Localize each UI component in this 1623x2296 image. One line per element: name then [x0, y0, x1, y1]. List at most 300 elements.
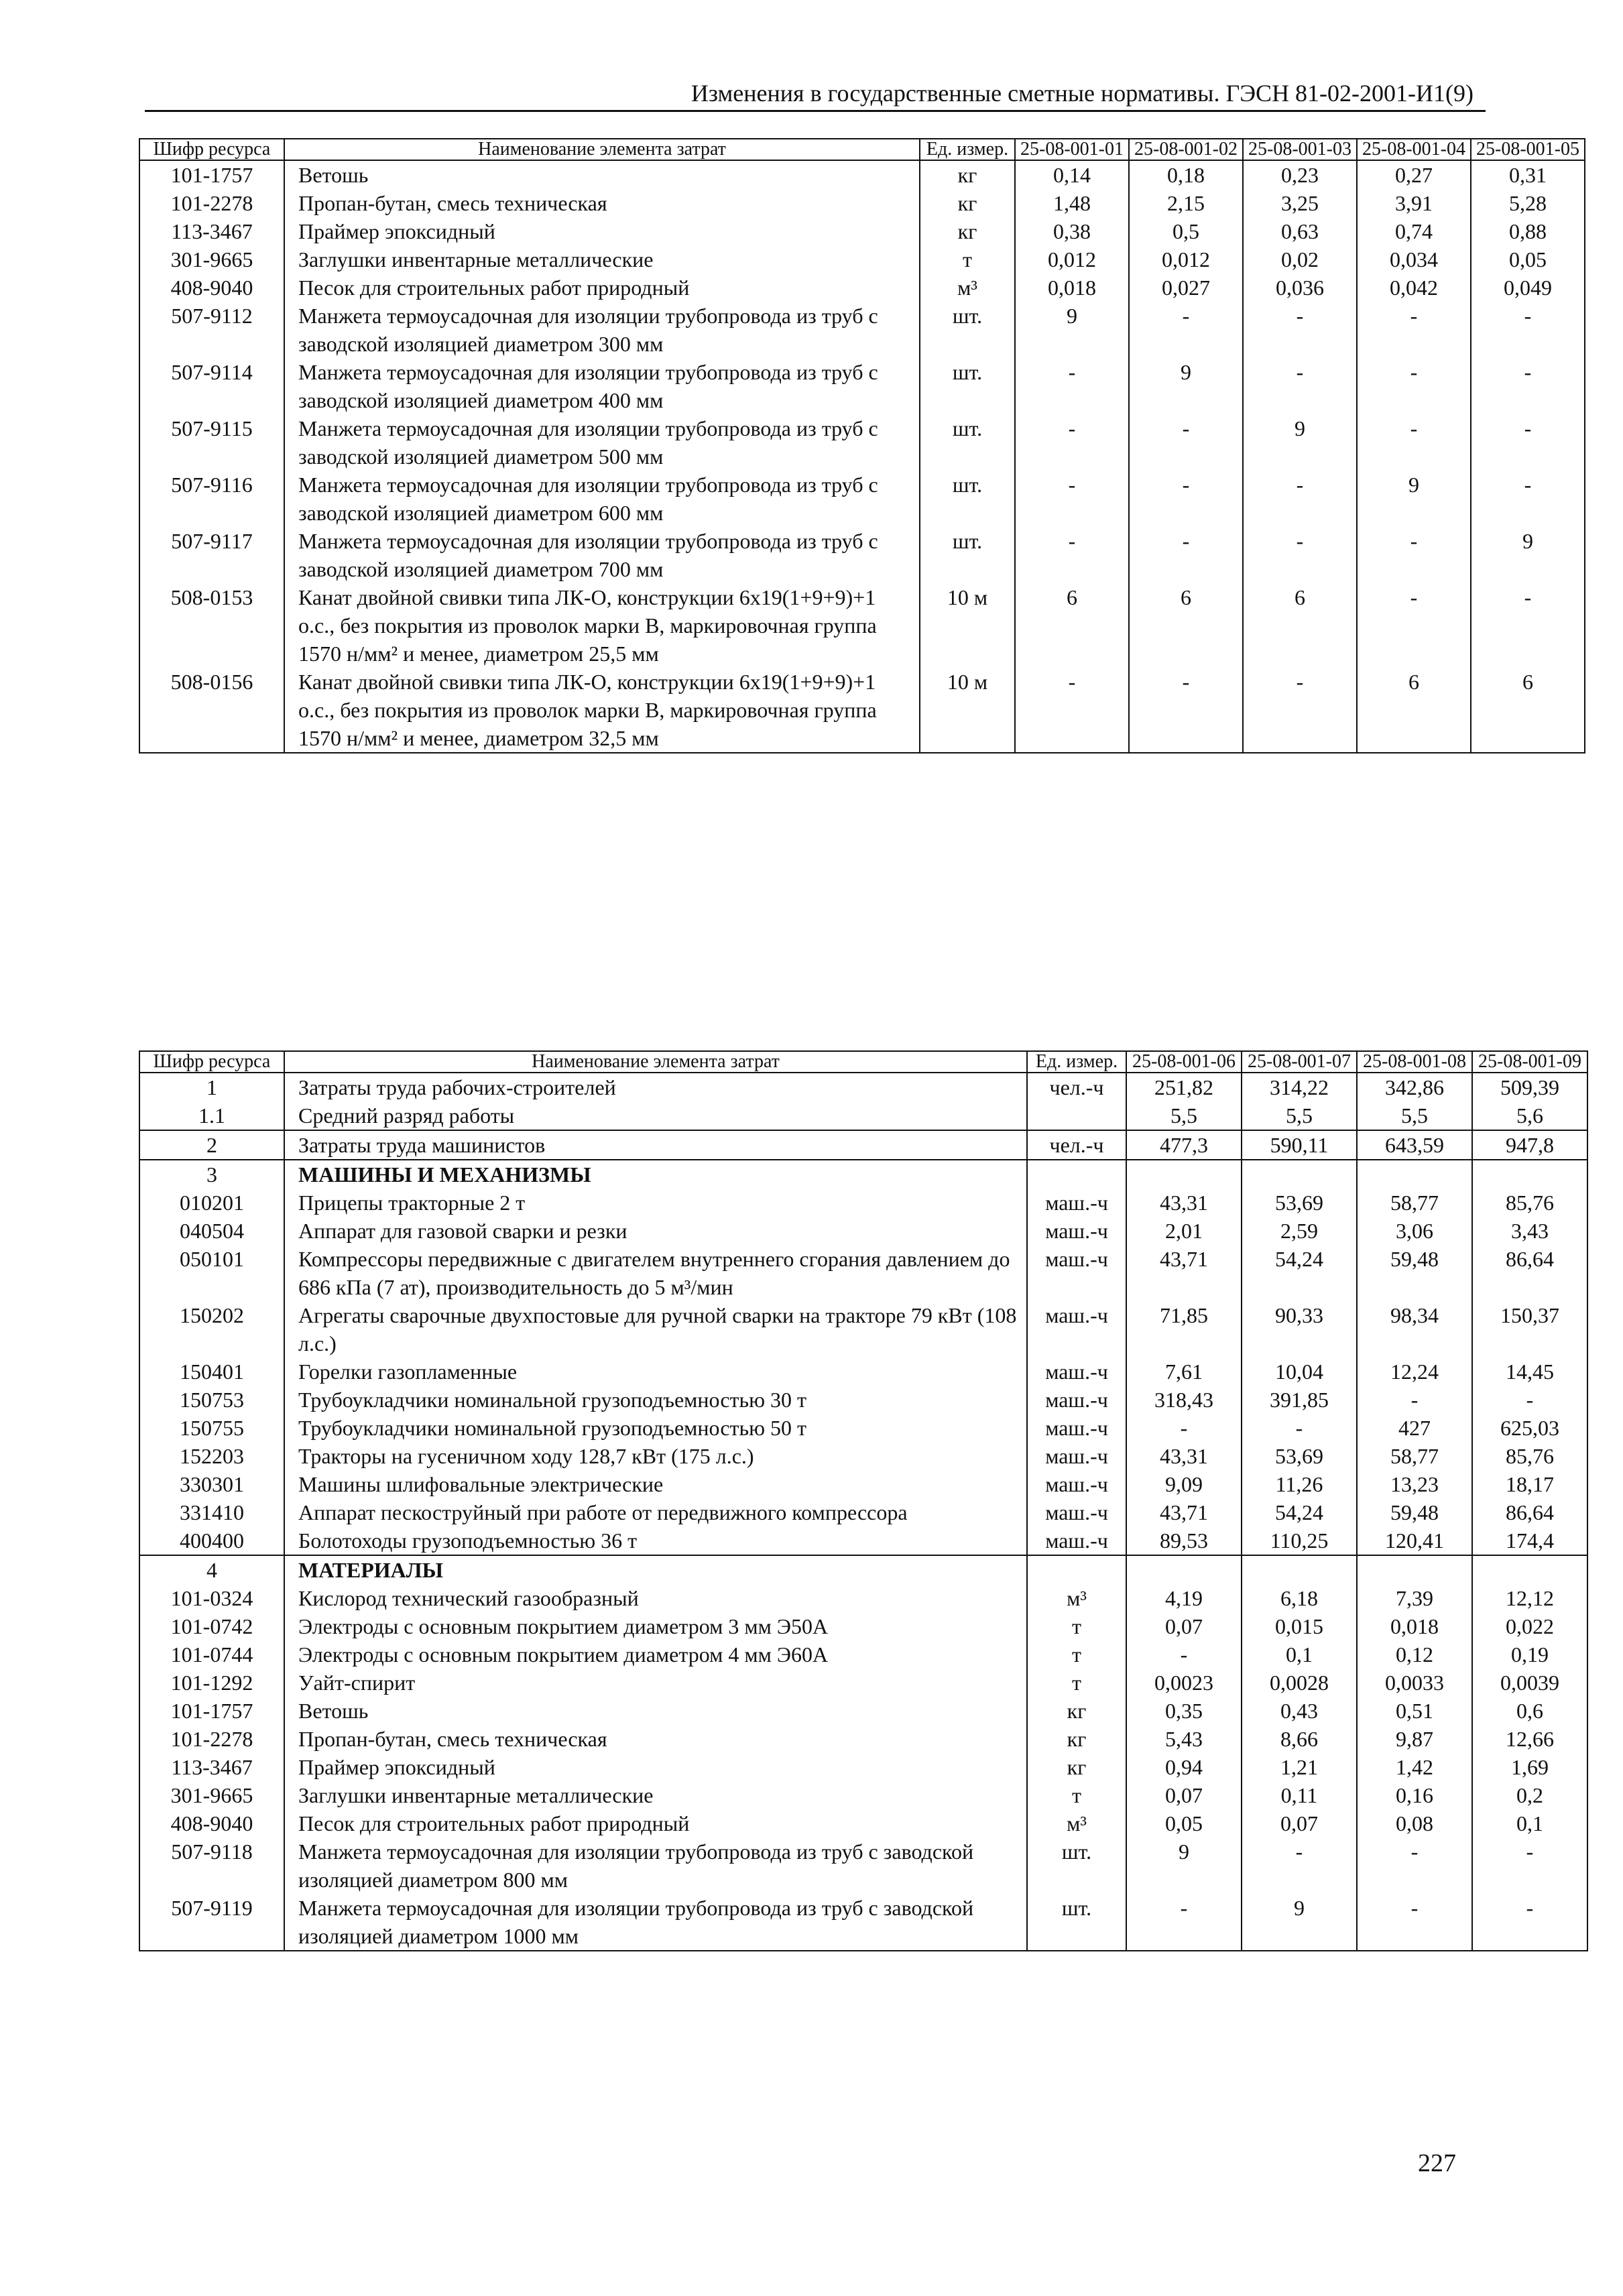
value-cell: 0,0028 — [1242, 1669, 1357, 1697]
resource-name-cell: Ветошь — [284, 1697, 1027, 1725]
table-header-row — [139, 139, 1585, 160]
value-cell: 1,21 — [1242, 1753, 1357, 1781]
resource-code-cell: 101-0744 — [139, 1640, 284, 1669]
unit-cell: шт. — [920, 302, 1015, 358]
value-cell: 54,24 — [1242, 1245, 1357, 1301]
value-cell: 0,19 — [1472, 1640, 1587, 1669]
value-cell: - — [1015, 414, 1129, 471]
header-cell: Наименование элемента затрат — [284, 139, 920, 160]
resource-name-cell: Заглушки инвентарные металлические — [284, 1781, 1027, 1809]
header-cell: 25-08-001-06 — [1126, 1051, 1242, 1073]
table-row — [139, 1640, 1587, 1669]
table-row — [139, 1809, 1587, 1837]
resource-code-cell: 4 — [139, 1555, 284, 1584]
value-cell: - — [1129, 527, 1243, 583]
value-cell: 0,5 — [1129, 217, 1243, 245]
header-cell: 25-08-001-03 — [1243, 139, 1357, 160]
value-cell: 0,94 — [1126, 1753, 1242, 1781]
value-cell: 58,77 — [1357, 1189, 1472, 1217]
resource-name-cell: Болотоходы грузоподъемностью 36 т — [284, 1526, 1027, 1555]
value-cell: - — [1015, 668, 1129, 753]
page-header — [145, 75, 1486, 112]
unit-cell: шт. — [920, 527, 1015, 583]
table-row — [139, 302, 1585, 358]
value-cell: 4,19 — [1126, 1584, 1242, 1612]
value-cell: 0,31 — [1471, 160, 1585, 189]
value-cell: 89,53 — [1126, 1526, 1242, 1555]
resource-name-cell: Манжета термоусадочная для изоляции трубопровода из труб с заводской изоляцией диаметром 800 мм — [284, 1837, 1027, 1894]
unit-cell: чел.-ч — [1027, 1130, 1126, 1160]
header-cell: 25-08-001-05 — [1471, 139, 1585, 160]
resource-name-cell: Заглушки инвентарные металлические — [284, 245, 920, 274]
value-cell: - — [1015, 471, 1129, 527]
resource-name-cell: Машины шлифовальные электрические — [284, 1470, 1027, 1498]
resource-name-cell: Праймер эпоксидный — [284, 217, 920, 245]
resource-name-cell: Средний разряд работы — [284, 1101, 1027, 1130]
resource-code-cell: 408-9040 — [139, 274, 284, 302]
value-cell: - — [1242, 1414, 1357, 1442]
resource-name-cell: Трубоукладчики номинальной грузоподъемностью 50 т — [284, 1414, 1027, 1442]
value-cell: 947,8 — [1472, 1130, 1587, 1160]
value-cell: 90,33 — [1242, 1301, 1357, 1357]
value-cell: 18,17 — [1472, 1470, 1587, 1498]
resource-name-cell: Агрегаты сварочные двухпостовые для ручной сварки на тракторе 79 кВт (108 л.с.) — [284, 1301, 1027, 1357]
value-cell: 0,049 — [1471, 274, 1585, 302]
value-cell: 9,87 — [1357, 1725, 1472, 1753]
resource-name-cell: Затраты труда рабочих-строителей — [284, 1073, 1027, 1101]
table-row — [139, 1781, 1587, 1809]
value-cell: 0,034 — [1357, 245, 1471, 274]
resource-name-cell: Песок для строительных работ природный — [284, 274, 920, 302]
table-row — [139, 471, 1585, 527]
value-cell: 3,06 — [1357, 1217, 1472, 1245]
value-cell: 9 — [1129, 358, 1243, 414]
header-cell: Ед. измер. — [1027, 1051, 1126, 1073]
resource-code-cell: 101-2278 — [139, 189, 284, 217]
resource-code-cell: 400400 — [139, 1526, 284, 1555]
unit-cell: маш.-ч — [1027, 1414, 1126, 1442]
value-cell: 0,27 — [1357, 160, 1471, 189]
value-cell: 0,35 — [1126, 1697, 1242, 1725]
value-cell: 0,012 — [1015, 245, 1129, 274]
value-cell: 53,69 — [1242, 1189, 1357, 1217]
value-cell: 7,39 — [1357, 1584, 1472, 1612]
value-cell: - — [1242, 1837, 1357, 1894]
unit-cell: маш.-ч — [1027, 1301, 1126, 1357]
resource-table-1 — [139, 138, 1585, 753]
value-cell: 85,76 — [1472, 1442, 1587, 1470]
table-row — [139, 245, 1585, 274]
table-row — [139, 1612, 1587, 1640]
table-row — [139, 414, 1585, 471]
value-cell: 85,76 — [1472, 1189, 1587, 1217]
value-cell: 86,64 — [1472, 1498, 1587, 1526]
resource-code-cell: 101-0742 — [139, 1612, 284, 1640]
value-cell: 1,69 — [1472, 1753, 1587, 1781]
resource-name-cell: Трубоукладчики номинальной грузоподъемностью 30 т — [284, 1386, 1027, 1414]
value-cell: 9 — [1471, 527, 1585, 583]
unit-cell: кг — [920, 189, 1015, 217]
resource-code-cell: 101-1292 — [139, 1669, 284, 1697]
value-cell: 0,18 — [1129, 160, 1243, 189]
value-cell: 0,2 — [1472, 1781, 1587, 1809]
value-cell: 10,04 — [1242, 1357, 1357, 1386]
value-cell: 0,14 — [1015, 160, 1129, 189]
unit-cell — [1027, 1160, 1126, 1189]
value-cell: 54,24 — [1242, 1498, 1357, 1526]
table-header-row — [139, 1051, 1587, 1073]
value-cell: 0,1 — [1472, 1809, 1587, 1837]
value-cell: 110,25 — [1242, 1526, 1357, 1555]
value-cell: 0,08 — [1357, 1809, 1472, 1837]
table-row — [139, 668, 1585, 753]
value-cell: - — [1471, 302, 1585, 358]
value-cell — [1357, 1160, 1472, 1189]
value-cell: 1,48 — [1015, 189, 1129, 217]
table-row — [139, 1217, 1587, 1245]
table-row — [139, 1442, 1587, 1470]
value-cell: 0,027 — [1129, 274, 1243, 302]
value-cell: - — [1243, 302, 1357, 358]
value-cell: 0,018 — [1015, 274, 1129, 302]
table-row — [139, 1301, 1587, 1357]
table-row — [139, 1555, 1587, 1584]
value-cell: 0,05 — [1126, 1809, 1242, 1837]
value-cell: 5,43 — [1126, 1725, 1242, 1753]
value-cell: 14,45 — [1472, 1357, 1587, 1386]
header-title: Изменения в государственные сметные нормативы. ГЭСН 81-02-2001-И1(9) — [690, 80, 1474, 107]
resource-name-cell: Пропан-бутан, смесь техническая — [284, 1725, 1027, 1753]
value-cell: 0,38 — [1015, 217, 1129, 245]
value-cell: - — [1357, 1894, 1472, 1951]
value-cell: 6,18 — [1242, 1584, 1357, 1612]
table-row — [139, 1498, 1587, 1526]
value-cell: 9 — [1357, 471, 1471, 527]
value-cell: 6 — [1357, 668, 1471, 753]
value-cell: 5,28 — [1471, 189, 1585, 217]
value-cell: 5,5 — [1242, 1101, 1357, 1130]
value-cell: 643,59 — [1357, 1130, 1472, 1160]
unit-cell: маш.-ч — [1027, 1498, 1126, 1526]
unit-cell: маш.-ч — [1027, 1357, 1126, 1386]
resource-code-cell: 101-1757 — [139, 1697, 284, 1725]
resource-name-cell: Манжета термоусадочная для изоляции трубопровода из труб с заводской изоляцией диаметром 300 мм — [284, 302, 920, 358]
table-row — [139, 1130, 1587, 1160]
value-cell: - — [1126, 1894, 1242, 1951]
resource-name-cell: Ветошь — [284, 160, 920, 189]
resource-code-cell: 1 — [139, 1073, 284, 1101]
value-cell: 0,02 — [1243, 245, 1357, 274]
value-cell: - — [1357, 1837, 1472, 1894]
value-cell: 3,43 — [1472, 1217, 1587, 1245]
value-cell: 86,64 — [1472, 1245, 1587, 1301]
value-cell: - — [1472, 1894, 1587, 1951]
value-cell: 0,07 — [1126, 1612, 1242, 1640]
value-cell: 0,12 — [1357, 1640, 1472, 1669]
table-row — [139, 1526, 1587, 1555]
table-row — [139, 583, 1585, 668]
resource-code-cell: 152203 — [139, 1442, 284, 1470]
value-cell: 59,48 — [1357, 1498, 1472, 1526]
resource-code-cell: 1.1 — [139, 1101, 284, 1130]
table-row — [139, 1160, 1587, 1189]
value-cell: 9 — [1126, 1837, 1242, 1894]
value-cell: 0,23 — [1243, 160, 1357, 189]
resource-code-cell: 010201 — [139, 1189, 284, 1217]
table-row — [139, 217, 1585, 245]
resource-code-cell: 101-1757 — [139, 160, 284, 189]
value-cell: 13,23 — [1357, 1470, 1472, 1498]
value-cell — [1242, 1160, 1357, 1189]
value-cell: - — [1357, 302, 1471, 358]
header-cell: 25-08-001-08 — [1357, 1051, 1472, 1073]
value-cell: 0,05 — [1471, 245, 1585, 274]
value-cell: 53,69 — [1242, 1442, 1357, 1470]
resource-code-cell: 040504 — [139, 1217, 284, 1245]
table-body — [139, 160, 1585, 753]
value-cell: 120,41 — [1357, 1526, 1472, 1555]
value-cell: 0,43 — [1242, 1697, 1357, 1725]
value-cell: 625,03 — [1472, 1414, 1587, 1442]
value-cell: 314,22 — [1242, 1073, 1357, 1101]
value-cell: 9 — [1243, 414, 1357, 471]
value-cell: 0,0033 — [1357, 1669, 1472, 1697]
value-cell: 5,6 — [1472, 1101, 1587, 1130]
resource-code-cell: 507-9116 — [139, 471, 284, 527]
value-cell: - — [1129, 302, 1243, 358]
table-row — [139, 1073, 1587, 1101]
value-cell: 6 — [1471, 668, 1585, 753]
resource-code-cell: 508-0153 — [139, 583, 284, 668]
table-row — [139, 1584, 1587, 1612]
unit-cell: т — [1027, 1640, 1126, 1669]
resource-name-cell: Уайт-спирит — [284, 1669, 1027, 1697]
value-cell: 7,61 — [1126, 1357, 1242, 1386]
value-cell: - — [1129, 414, 1243, 471]
value-cell: - — [1126, 1414, 1242, 1442]
value-cell: - — [1129, 668, 1243, 753]
value-cell: - — [1243, 527, 1357, 583]
resource-name-cell: Аппарат пескоструйный при работе от передвижного компрессора — [284, 1498, 1027, 1526]
resource-code-cell: 113-3467 — [139, 217, 284, 245]
resource-code-cell: 050101 — [139, 1245, 284, 1301]
unit-cell: маш.-ч — [1027, 1442, 1126, 1470]
value-cell — [1126, 1555, 1242, 1584]
value-cell — [1357, 1555, 1472, 1584]
unit-cell: чел.-ч — [1027, 1073, 1126, 1101]
resource-name-cell: МАТЕРИАЛЫ — [284, 1555, 1027, 1584]
value-cell: 2,01 — [1126, 1217, 1242, 1245]
resource-name-cell: Манжета термоусадочная для изоляции трубопровода из труб с заводской изоляцией диаметром 600 мм — [284, 471, 920, 527]
unit-cell — [1027, 1555, 1126, 1584]
value-cell: 9 — [1242, 1894, 1357, 1951]
resource-name-cell: Канат двойной свивки типа ЛК-О, конструкции 6х19(1+9+9)+1 о.с., без покрытия из проволок марки В, маркировочная группа 1570 н/мм² и менее, диаметром 25,5 мм — [284, 583, 920, 668]
value-cell: 0,07 — [1126, 1781, 1242, 1809]
resource-code-cell: 113-3467 — [139, 1753, 284, 1781]
value-cell: - — [1472, 1386, 1587, 1414]
value-cell: - — [1471, 583, 1585, 668]
resource-name-cell: Пропан-бутан, смесь техническая — [284, 189, 920, 217]
resource-code-cell: 507-9118 — [139, 1837, 284, 1894]
value-cell: 318,43 — [1126, 1386, 1242, 1414]
value-cell: 0,042 — [1357, 274, 1471, 302]
value-cell: 12,24 — [1357, 1357, 1472, 1386]
value-cell: 71,85 — [1126, 1301, 1242, 1357]
resource-code-cell: 507-9115 — [139, 414, 284, 471]
value-cell: 0,6 — [1472, 1697, 1587, 1725]
table-row — [139, 274, 1585, 302]
value-cell: 12,66 — [1472, 1725, 1587, 1753]
resource-name-cell: Аппарат для газовой сварки и резки — [284, 1217, 1027, 1245]
value-cell: 2,15 — [1129, 189, 1243, 217]
table-row — [139, 1697, 1587, 1725]
value-cell: - — [1357, 527, 1471, 583]
resource-name-cell: Кислород технический газообразный — [284, 1584, 1027, 1612]
resource-name-cell: Тракторы на гусеничном ходу 128,7 кВт (175 л.с.) — [284, 1442, 1027, 1470]
value-cell: 0,74 — [1357, 217, 1471, 245]
value-cell: 43,71 — [1126, 1498, 1242, 1526]
resource-name-cell: Манжета термоусадочная для изоляции трубопровода из труб с заводской изоляцией диаметром 1000 мм — [284, 1894, 1027, 1951]
resource-name-cell: Затраты труда машинистов — [284, 1130, 1027, 1160]
value-cell: - — [1243, 668, 1357, 753]
unit-cell — [1027, 1101, 1126, 1130]
resource-code-cell: 507-9114 — [139, 358, 284, 414]
resource-code-cell: 301-9665 — [139, 1781, 284, 1809]
value-cell: 427 — [1357, 1414, 1472, 1442]
value-cell: - — [1015, 527, 1129, 583]
resource-code-cell: 331410 — [139, 1498, 284, 1526]
resource-name-cell: Прицепы тракторные 2 т — [284, 1189, 1027, 1217]
unit-cell: т — [1027, 1669, 1126, 1697]
value-cell: - — [1357, 414, 1471, 471]
value-cell: - — [1129, 471, 1243, 527]
resource-name-cell: Песок для строительных работ природный — [284, 1809, 1027, 1837]
header-cell: 25-08-001-01 — [1015, 139, 1129, 160]
unit-cell: шт. — [920, 358, 1015, 414]
unit-cell: шт. — [920, 414, 1015, 471]
resource-code-cell: 150202 — [139, 1301, 284, 1357]
unit-cell: маш.-ч — [1027, 1526, 1126, 1555]
value-cell — [1242, 1555, 1357, 1584]
resource-code-cell: 301-9665 — [139, 245, 284, 274]
value-cell: - — [1357, 1386, 1472, 1414]
value-cell: - — [1471, 471, 1585, 527]
value-cell: 8,66 — [1242, 1725, 1357, 1753]
table-body — [139, 1073, 1587, 1951]
value-cell: 342,86 — [1357, 1073, 1472, 1101]
unit-cell: кг — [1027, 1753, 1126, 1781]
unit-cell: м³ — [1027, 1584, 1126, 1612]
header-cell: 25-08-001-02 — [1129, 139, 1243, 160]
table-row — [139, 1245, 1587, 1301]
value-cell: 12,12 — [1472, 1584, 1587, 1612]
table-row — [139, 1386, 1587, 1414]
unit-cell: кг — [1027, 1725, 1126, 1753]
header-cell: 25-08-001-09 — [1472, 1051, 1587, 1073]
resource-code-cell: 150753 — [139, 1386, 284, 1414]
resource-code-cell: 408-9040 — [139, 1809, 284, 1837]
value-cell: 43,31 — [1126, 1442, 1242, 1470]
header-cell: Ед. измер. — [920, 139, 1015, 160]
value-cell: 0,16 — [1357, 1781, 1472, 1809]
value-cell: 0,018 — [1357, 1612, 1472, 1640]
unit-cell: маш.-ч — [1027, 1217, 1126, 1245]
table-row — [139, 1725, 1587, 1753]
value-cell: - — [1015, 358, 1129, 414]
value-cell: 0,51 — [1357, 1697, 1472, 1725]
value-cell: 43,71 — [1126, 1245, 1242, 1301]
table-row — [139, 160, 1585, 189]
table-row — [139, 1101, 1587, 1130]
value-cell: - — [1243, 471, 1357, 527]
value-cell: 3,91 — [1357, 189, 1471, 217]
table-row — [139, 1189, 1587, 1217]
unit-cell: м³ — [1027, 1809, 1126, 1837]
header-cell: 25-08-001-04 — [1357, 139, 1471, 160]
value-cell: 58,77 — [1357, 1442, 1472, 1470]
value-cell: 3,25 — [1243, 189, 1357, 217]
unit-cell: кг — [920, 160, 1015, 189]
table-row — [139, 1414, 1587, 1442]
value-cell: 0,022 — [1472, 1612, 1587, 1640]
value-cell: 0,63 — [1243, 217, 1357, 245]
unit-cell: шт. — [1027, 1837, 1126, 1894]
resource-code-cell: 101-0324 — [139, 1584, 284, 1612]
value-cell — [1126, 1160, 1242, 1189]
resource-code-cell: 508-0156 — [139, 668, 284, 753]
resource-name-cell: Электроды с основным покрытием диаметром 4 мм Э60А — [284, 1640, 1027, 1669]
unit-cell: маш.-ч — [1027, 1245, 1126, 1301]
value-cell: - — [1357, 583, 1471, 668]
value-cell: 251,82 — [1126, 1073, 1242, 1101]
value-cell: 0,015 — [1242, 1612, 1357, 1640]
value-cell: 0,012 — [1129, 245, 1243, 274]
value-cell: - — [1472, 1837, 1587, 1894]
unit-cell: т — [1027, 1612, 1126, 1640]
value-cell: 5,5 — [1357, 1101, 1472, 1130]
table-row — [139, 1470, 1587, 1498]
value-cell: 5,5 — [1126, 1101, 1242, 1130]
resource-name-cell: Манжета термоусадочная для изоляции трубопровода из труб с заводской изоляцией диаметром 700 мм — [284, 527, 920, 583]
value-cell: 59,48 — [1357, 1245, 1472, 1301]
resource-code-cell: 3 — [139, 1160, 284, 1189]
table-row — [139, 1357, 1587, 1386]
unit-cell: маш.-ч — [1027, 1189, 1126, 1217]
resource-code-cell: 2 — [139, 1130, 284, 1160]
value-cell: - — [1126, 1640, 1242, 1669]
value-cell — [1472, 1555, 1587, 1584]
value-cell: 0,036 — [1243, 274, 1357, 302]
value-cell: - — [1471, 358, 1585, 414]
header-cell: Шифр ресурса — [139, 139, 284, 160]
header-cell: Шифр ресурса — [139, 1051, 284, 1073]
value-cell: 6 — [1015, 583, 1129, 668]
unit-cell: м³ — [920, 274, 1015, 302]
resource-name-cell: Электроды с основным покрытием диаметром 3 мм Э50А — [284, 1612, 1027, 1640]
value-cell: 0,1 — [1242, 1640, 1357, 1669]
resource-code-cell: 101-2278 — [139, 1725, 284, 1753]
value-cell: - — [1471, 414, 1585, 471]
resource-name-cell: Горелки газопламенные — [284, 1357, 1027, 1386]
value-cell: 2,59 — [1242, 1217, 1357, 1245]
unit-cell: кг — [1027, 1697, 1126, 1725]
resource-table-2 — [139, 1050, 1588, 1951]
header-cell: 25-08-001-07 — [1242, 1051, 1357, 1073]
resource-code-cell: 330301 — [139, 1470, 284, 1498]
value-cell: 0,07 — [1242, 1809, 1357, 1837]
table-row — [139, 527, 1585, 583]
value-cell: 0,88 — [1471, 217, 1585, 245]
